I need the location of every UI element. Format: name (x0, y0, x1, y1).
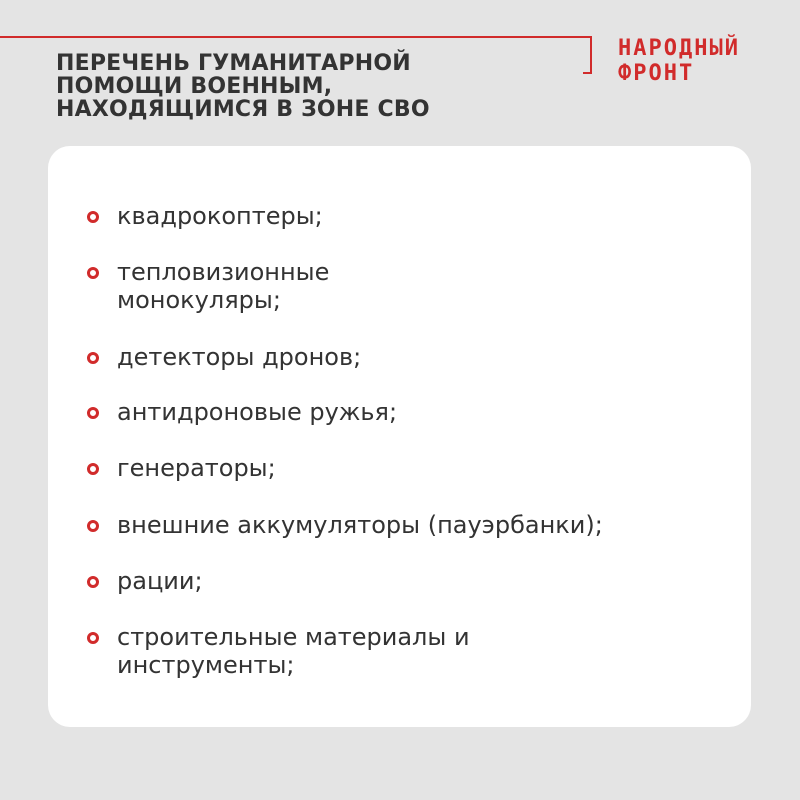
red-bracket-divider (583, 36, 592, 74)
list-item-text (117, 623, 697, 679)
top-red-rule (0, 36, 585, 38)
list-card (48, 146, 751, 727)
bullet-circle-icon (87, 632, 99, 644)
bullet-circle-icon (87, 463, 99, 475)
bullet-circle-icon (87, 211, 99, 223)
list-item-text (117, 258, 697, 314)
logo-line: НАРОДНЫЙ (618, 36, 740, 61)
list-item-text (117, 343, 697, 371)
bullet-circle-icon (87, 352, 99, 364)
list-item-text (117, 398, 697, 426)
list-item-line: внешние аккумуляторы (пауэрбанки); (117, 511, 603, 539)
page-title-line: НАХОДЯЩИМСЯ В ЗОНЕ СВО (56, 97, 430, 122)
list-item-line: квадрокоптеры; (117, 202, 323, 230)
list-item-line: монокуляры; (117, 286, 281, 314)
list-item-text (117, 511, 697, 539)
page-title-line: ПЕРЕЧЕНЬ ГУМАНИТАРНОЙ (56, 51, 411, 76)
bullet-circle-icon (87, 576, 99, 588)
bullet-circle-icon (87, 267, 99, 279)
list-item-text (117, 202, 697, 230)
list-item-line: антидроновые ружья; (117, 398, 398, 426)
list-item-text (117, 454, 697, 482)
bullet-circle-icon (87, 407, 99, 419)
list-item-line: тепловизионные (117, 258, 330, 286)
list-item-text (117, 567, 697, 595)
list-item-line: инструменты; (117, 651, 295, 679)
page-title-line: ПОМОЩИ ВОЕННЫМ, (56, 74, 333, 99)
list-item-line: детекторы дронов; (117, 343, 362, 371)
list-item-line: рации; (117, 567, 203, 595)
narodny-front-logo (618, 36, 778, 86)
list-item-line: генераторы; (117, 454, 276, 482)
logo-line: ФРОНТ (618, 61, 695, 86)
bullet-circle-icon (87, 520, 99, 532)
list-item-line: строительные материалы и (117, 623, 470, 651)
page-title (56, 52, 496, 121)
